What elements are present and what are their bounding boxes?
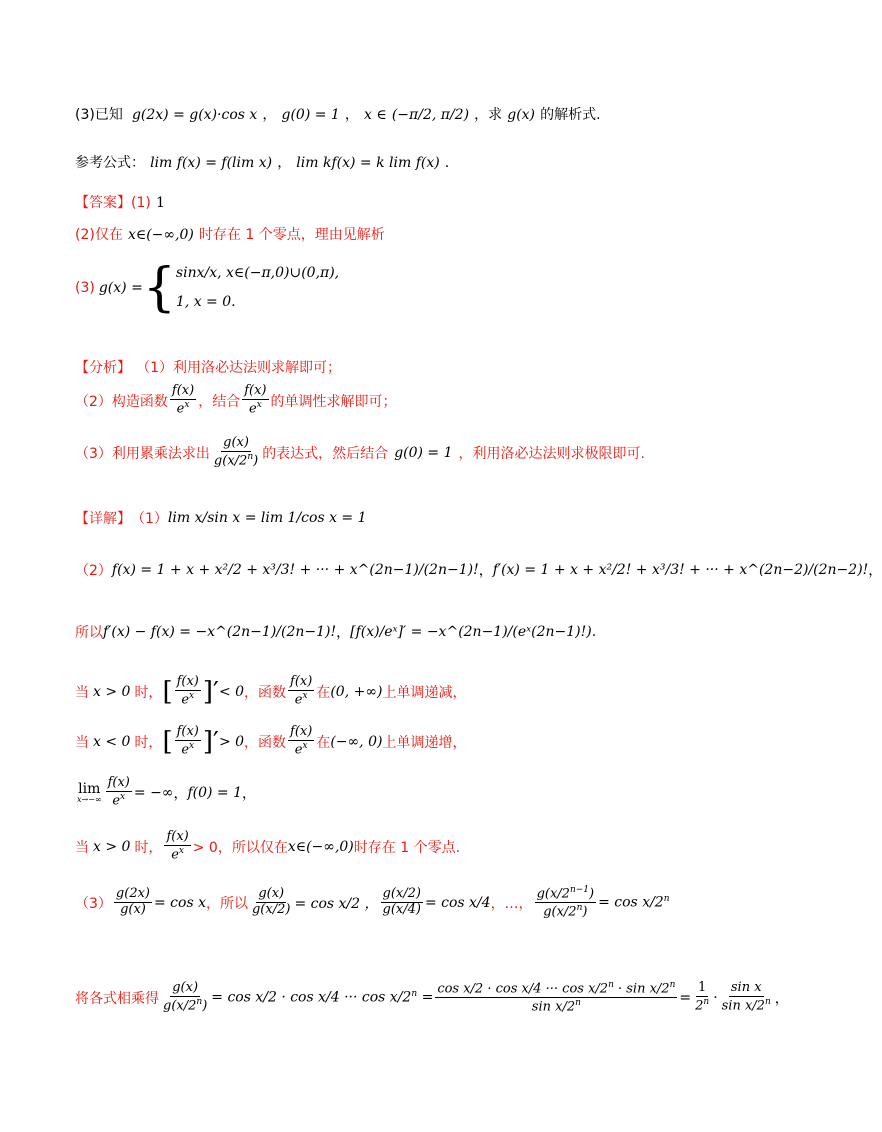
analysis-label: 【分析】 (75, 360, 131, 376)
case-1-text: ，函数 (244, 684, 287, 701)
answer-2 (75, 224, 385, 244)
question-3: (3)已知 g(2x) = g(x)·cos x ， g(0) = 1 ， x ∈ (−π/2, π/2) ，求 g(x) 的解析式. (75, 107, 601, 123)
analysis-2-post: 的单调性求解即可； (270, 393, 397, 410)
answer-label: 【答案】(1) (75, 195, 151, 211)
case-2-cond: x < 0 (93, 733, 131, 750)
answer-3-label: (3) (75, 280, 95, 296)
answer-3: (3) g(x) = { sinx/x, x∈(−π,0)∪(0,π), 1, x = 0. (75, 258, 340, 318)
detail-2-so: 所以 f′(x) − f(x) = −x^(2n−1)/(2n−1)! ， [f(x)/eˣ]′ = −x^(2n−1)/(eˣ(2n−1)!) . (75, 624, 597, 641)
detail-2-f: f(x) = 1 + x + x²/2 + x³/3! + ··· + x^(2n−1)/(2n−1)! (111, 562, 479, 578)
when-label: 当 (75, 684, 89, 701)
f-zero: f(0) = 1 (187, 784, 243, 801)
condition-1: g(2x) = g(x)·cos x (131, 107, 258, 123)
analysis-1 (75, 357, 341, 377)
condition-3-pre: x ∈ (364, 107, 387, 123)
analysis-3-mid: 的表达式，然后结合 (262, 445, 389, 462)
ask-text: ，求 (474, 107, 503, 123)
question-3-label: (3)已知 (75, 107, 123, 123)
case-2-text: ，函数 (244, 734, 287, 751)
analysis-3-cond: g(0) = 1 (394, 444, 453, 461)
ask-function: g(x) (507, 107, 536, 123)
detail-2-conclusion: 当 x > 0 时， $\frac{f(x)}{e^x}$ > 0，所以仅在 x∈(−∞,0) 时存在 1 个零点. (75, 829, 461, 863)
condition-3-interval: (−π/2, π/2) (391, 107, 470, 123)
so-equation-1: f′(x) − f(x) = −x^(2n−1)/(2n−1)! (103, 624, 337, 640)
so-equation-2: [f(x)/eˣ]′ = −x^(2n−1)/(eˣ(2n−1)!) (350, 624, 592, 640)
detail-2: （2） f(x) = 1 + x + x²/2 + x³/3! + ··· + x^(2n−1)/(2n−1)! ， f′(x) = 1 + x + x²/2! + x³/3! + ··· + x^(2n−2)/(2n−2)! ， (75, 562, 882, 579)
analysis-part-1: （1）利用洛必达法则求解即可； (136, 360, 342, 376)
answer-2-post: 时存在 1 个零点，理由见解析 (198, 227, 385, 243)
reference-formula-2: lim kf(x) = k lim f(x) (296, 155, 440, 171)
analysis-3: （3）利用累乘法求出 $\frac{g(x)}{g(x/2^n)}$ 的表达式，然后结合 g(0) = 1 ，利用洛必达法则求极限即可. (75, 435, 645, 469)
answer-1 (75, 192, 165, 212)
ask-tail: 的解析式. (540, 107, 601, 123)
detail-1-label: （1） (131, 511, 168, 527)
answer-1-value: 1 (155, 195, 165, 211)
analysis-3-post: ，利用洛必达法则求极限即可. (458, 445, 645, 462)
detail-2-fprime: f′(x) = 1 + x + x²/2! + x³/3! + ··· + x^(2n−2)/(2n−2)! (492, 562, 869, 578)
answer-2-pre: (2)仅在 (75, 227, 123, 243)
so-label: 所以 (75, 625, 103, 641)
case-1-ineq: < 0 (218, 683, 245, 700)
analysis-2-pre: （2）构造函数 (75, 393, 168, 410)
limit-sub: x→−∞ (77, 794, 102, 804)
reference-label: 参考公式： (75, 155, 145, 171)
reference-formulas: 参考公式： lim f(x) = f(lim x) ， lim kf(x) = k lim f(x) . (75, 155, 450, 171)
then-label-2: 时， (134, 734, 163, 751)
answer-3-case-1: sinx/x, x∈(−π,0)∪(0,π), (175, 265, 340, 282)
case-1-mono: 上单调递减， (382, 684, 467, 701)
detail-2-case-2: 当 x < 0 时， [ $\frac{f(x)}{e^x}$ ]′ > 0 ，函数 $\frac{f(x)}{e^x}$ 在 (−∞, 0) 上单调递增， (75, 724, 467, 758)
answer-3-case-2: 1, x = 0. (175, 294, 236, 310)
detail-1 (75, 508, 367, 528)
case-1-at: 在 (316, 684, 331, 701)
detail-2-label: （2） (75, 563, 112, 579)
answer-3-cases (176, 264, 339, 312)
detail-3-multiply: 将各式相乘得 $\frac{g(x)}{g(x/2^n)}$ = cos x/2 · cos x/4 ··· $\cos x/2^n$ = $\frac{\cos x/2 \cdot \cos x/4 \cdot\cdot\cdot \cos x/2^n \cdot \sin x/2^n}{\sin x/2^n}$ = $\frac{1}{2^n}$ · $\frac{\text{sin x}}{\sin x/2^n}$ ， (75, 980, 789, 1015)
then-label: 时， (134, 684, 163, 701)
case-2-interval: (−∞, 0) (330, 733, 383, 750)
analysis-2: （2）构造函数 $\frac{f(x)}{e^x}$ ，结合 $\frac{f(x)}{e^x}$ 的单调性求解即可； (75, 383, 397, 417)
conclusion-set: x∈(−∞,0) (287, 838, 354, 855)
detail-3-dots: ，…， (490, 895, 533, 912)
conclusion-text: > 0，所以仅在 (192, 839, 288, 856)
analysis-3-pre: （3）利用累乘法求出 (75, 445, 210, 462)
limit-value: = −∞ (133, 784, 174, 801)
conclusion-end: 时存在 1 个零点. (353, 839, 461, 856)
detail-1-formula: lim x/sin x = lim 1/cos x = 1 (167, 510, 367, 526)
detail-3: （3） $\frac{g(2x)}{g(x)}$ = cos x ，所以 $\frac{g(x)}{g(x/2)}$ = cos x/2 ， $\frac{g(x/2)}{g(x/4)}$ = cos x/4 ，…， $\frac{g(x/2^{n-1})}{g(x/2^n)}$ = cos x/2$^n$ (75, 885, 670, 920)
reference-formula-1: lim f(x) = f(lim x) (150, 155, 273, 171)
detail-label: 【详解】 (75, 511, 131, 527)
multiply-label: 将各式相乘得 (75, 990, 159, 1007)
case-1-cond: x > 0 (93, 683, 131, 700)
condition-2: g(0) = 1 (281, 107, 340, 123)
when-label-2: 当 (75, 734, 89, 751)
detail-3-so: ，所以 (205, 895, 248, 912)
conclusion-cond: x > 0 (93, 838, 131, 855)
detail-2-case-1: 当 x > 0 时， [ $\frac{f(x)}{e^x}$ ]′ < 0 ，函数 $\frac{f(x)}{e^x}$ 在 (0, +∞) 上单调递减， (75, 674, 467, 708)
case-1-interval: (0, +∞) (330, 683, 383, 700)
when-label-3: 当 (75, 839, 89, 856)
detail-3-label: （3） (75, 895, 112, 912)
case-2-mono: 上单调递增， (382, 734, 467, 751)
detail-2-limit: lim x→−∞ $\frac{f(x)}{e^x}$ = −∞ ， f(0) = 1 ， (77, 775, 257, 809)
case-2-at: 在 (316, 734, 331, 751)
answer-2-set: x∈(−∞,0) (127, 227, 194, 243)
case-2-ineq: > 0 (218, 733, 245, 750)
then-label-3: 时， (134, 839, 163, 856)
analysis-2-mid: ，结合 (198, 393, 241, 410)
